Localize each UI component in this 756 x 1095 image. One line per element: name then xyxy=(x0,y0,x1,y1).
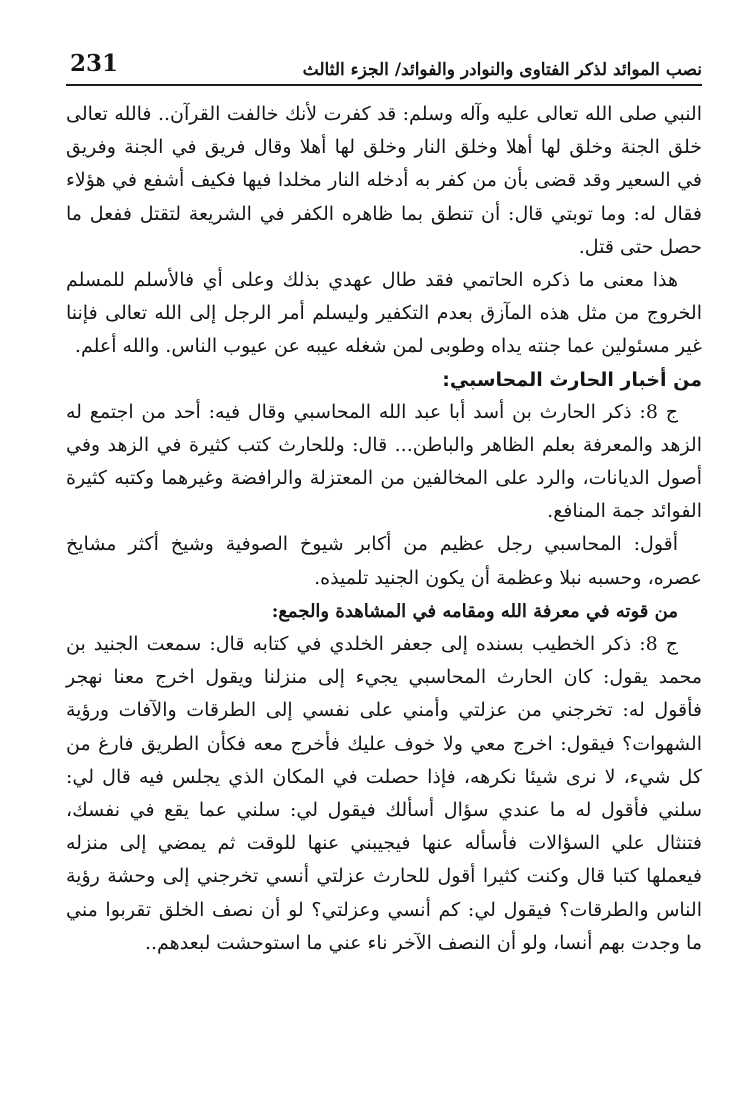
page-header xyxy=(66,40,702,86)
paragraph-1: النبي صلى الله تعالى عليه وآله وسلم: قد كفرت لأنك خالفت القرآن.. فالله تعالى خلق الجنة وخلق لها أهلا وخلق النار وخلق لها أهلا وقال فريق في الجنة وفريق في السعير وقد قضى بأن من كفر به أدخله النار مخلدا فيها فكيف أشفع في هؤلاء فقال له: وما توبتي قال: أن تنطق بما ظاهره الكفر في الشريعة لتقتل ففعل ما حصل حتى قتل. xyxy=(66,103,702,258)
paragraph-3: ج 8: ذكر الحارث بن أسد أبا عبد الله المحاسبي وقال فيه: أحد من اجتمع له الزهد والمعرفة بعلم الظاهر والباطن... قال: وللحارث كتب كثيرة في الزهد وفي أصول الديانات، والرد على المخالفين من المعتزلة والرافضة وغيرهما وكتبه كثيرة الفوائد جمة المنافع. xyxy=(66,400,702,523)
book-page xyxy=(66,40,702,1040)
paragraph-4: أقول: المحاسبي رجل عظيم من أكابر شيوخ الصوفية وشيخ أكثر مشايخ عصره، وحسبه نبلا وعظمة أن يكون الجنيد تلميذه. xyxy=(66,533,702,589)
section-heading-muhasibi: من أخبار الحارث المحاسبي: xyxy=(442,368,702,391)
page-body xyxy=(66,98,702,960)
running-title: نصب الموائد لذكر الفتاوى والنوادر والفوائد/ الجزء الثالث xyxy=(302,60,702,80)
page-number: 231 xyxy=(70,50,119,77)
subsection-heading: من قوته في معرفة الله ومقامه في المشاهدة والجمع: xyxy=(271,600,678,622)
paragraph-5: ج 8: ذكر الخطيب بسنده إلى جعفر الخلدي في كتابه قال: سمعت الجنيد بن محمد يقول: كان الحارث المحاسبي يجيء إلى منزلنا ويقول اخرج معنا نهجر فأقول له: تخرجني من عزلتي وأمني على نفسي إلى الطرقات والآفات ورؤية الشهوات؟ فيقول: اخرج معي ولا خوف عليك فأخرج معه فكأن الطريق فارغ من كل شيء، لا نرى شيئا نكرهه، فإذا حصلت في المكان الذي يجلس فيه قال لي: سلني فأقول له ما عندي سؤال أسألك فيقول لي: سلني عما يقع في نفسك، فتنثال علي السؤالات فأسأله عنها فيجيبني عنها للوقت ثم يمضي إلى منزله فيعملها كتبا قال وكنت كثيرا أقول للحارث عزلتي أنسي تخرجني إلى وحشة رؤية الناس والطرقات؟ فيقول لي: كم أنسي وعزلتي؟ لو أن نصف الخلق تقربوا مني ما وجدت بهم أنسا، ولو أن النصف الآخر ناء عني ما استوحشت لبعدهم.. xyxy=(66,633,702,954)
paragraph-2: هذا معنى ما ذكره الحاتمي فقد طال عهدي بذلك وعلى أي فالأسلم للمسلم الخروج من مثل هذه المآزق بعدم التكفير وليسلم أمر الرجل إلى الله تعالى فإننا غير مسئولين عما جنته يداه وطوبى لمن شغله عيبه عن عيوب الناس. والله أعلم. xyxy=(66,269,702,358)
